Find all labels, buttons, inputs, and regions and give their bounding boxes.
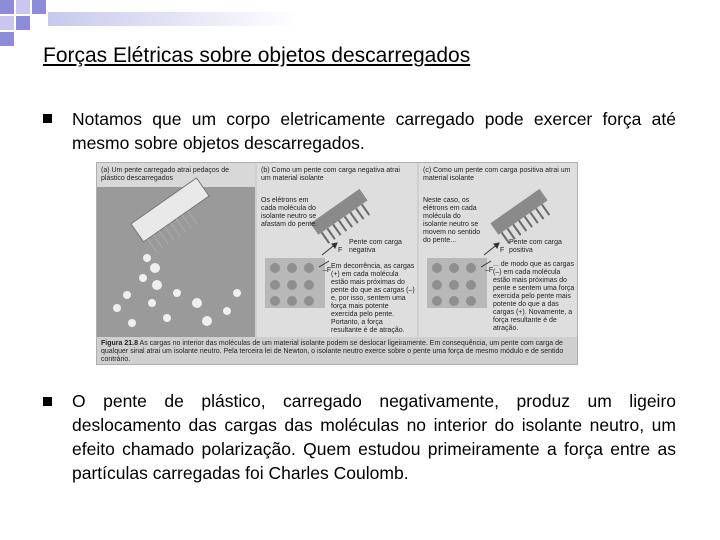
force-label-neg-f-c: –F — [485, 267, 494, 274]
panel-c-result: ... de modo que as cargas (–) em cada molécula estão mais próximas do pente e sentem uma força exercida pelo pente mais potente do que a das cargas (+). Novamente, a força resultante é de atração. — [493, 261, 575, 332]
force-label-neg-f-b: –F — [323, 267, 332, 274]
panel-b-result: Em decorrência, as cargas (+) em cada molécula estão mais próximas do pente do que as cargas (–) e, por isso, sentem uma força mais potente exercida pelo pente. Portanto, a força resultante é de atração. — [331, 263, 415, 334]
photo-panel-a — [97, 163, 255, 337]
panel-b-note: Os elétrons em cada molécula do isolante neutro se afastam do pente. — [261, 197, 318, 228]
bullet-marker — [43, 114, 52, 123]
bullet-text-1: Notamos que um corpo eletricamente carregado pode exercer força até mesmo sobre objetos descarregados. — [72, 109, 676, 153]
panel-b-comb-label: Pente com carga negativa — [349, 239, 402, 254]
force-label-f-c: F — [500, 247, 505, 254]
panel-a-label: (a) Um pente carregado atrai pedaços de plástico descarregados — [101, 167, 230, 182]
figure-caption — [101, 340, 571, 364]
caption-text: As cargas no interior das moléculas de um material isolante podem se deslocar ligeiramente. Em consequência, um pente com carga de qualquer sinal atrai um isolante neutro. Pela terceira lei de Newton, o isolante neutro exerce sobre o pente uma força de mesmo módulo e de sentido contrário. — [101, 340, 564, 363]
slide-title: Forças Elétricas sobre objetos descarregados — [43, 44, 471, 67]
caption-label: Figura 21.8 — [101, 340, 138, 347]
textbook-figure — [96, 162, 578, 365]
panel-c-comb-label: Pente com carga positiva — [509, 239, 562, 254]
panel-c-label: (c) Como um pente com carga positiva atrai um material isolante — [423, 167, 571, 182]
bullet-marker — [43, 397, 52, 406]
panel-c-note: Neste caso, os elétrons em cada molécula do isolante neutro se movem no sentido do pente... — [423, 197, 481, 244]
bullet-text-2: O pente de plástico, carregado negativamente, produz um ligeiro deslocamento das cargas das moléculas no interior do isolante neutro, um efeito chamado polarização. Quem estudou primeiramente a força entre as partículas carregadas foi Charles Coulomb. — [72, 391, 676, 483]
force-label-f-b: F — [338, 247, 343, 254]
corner-decoration — [0, 0, 300, 45]
panel-b-label: (b) Como um pente com carga negativa atrai um material isolante — [261, 167, 400, 182]
